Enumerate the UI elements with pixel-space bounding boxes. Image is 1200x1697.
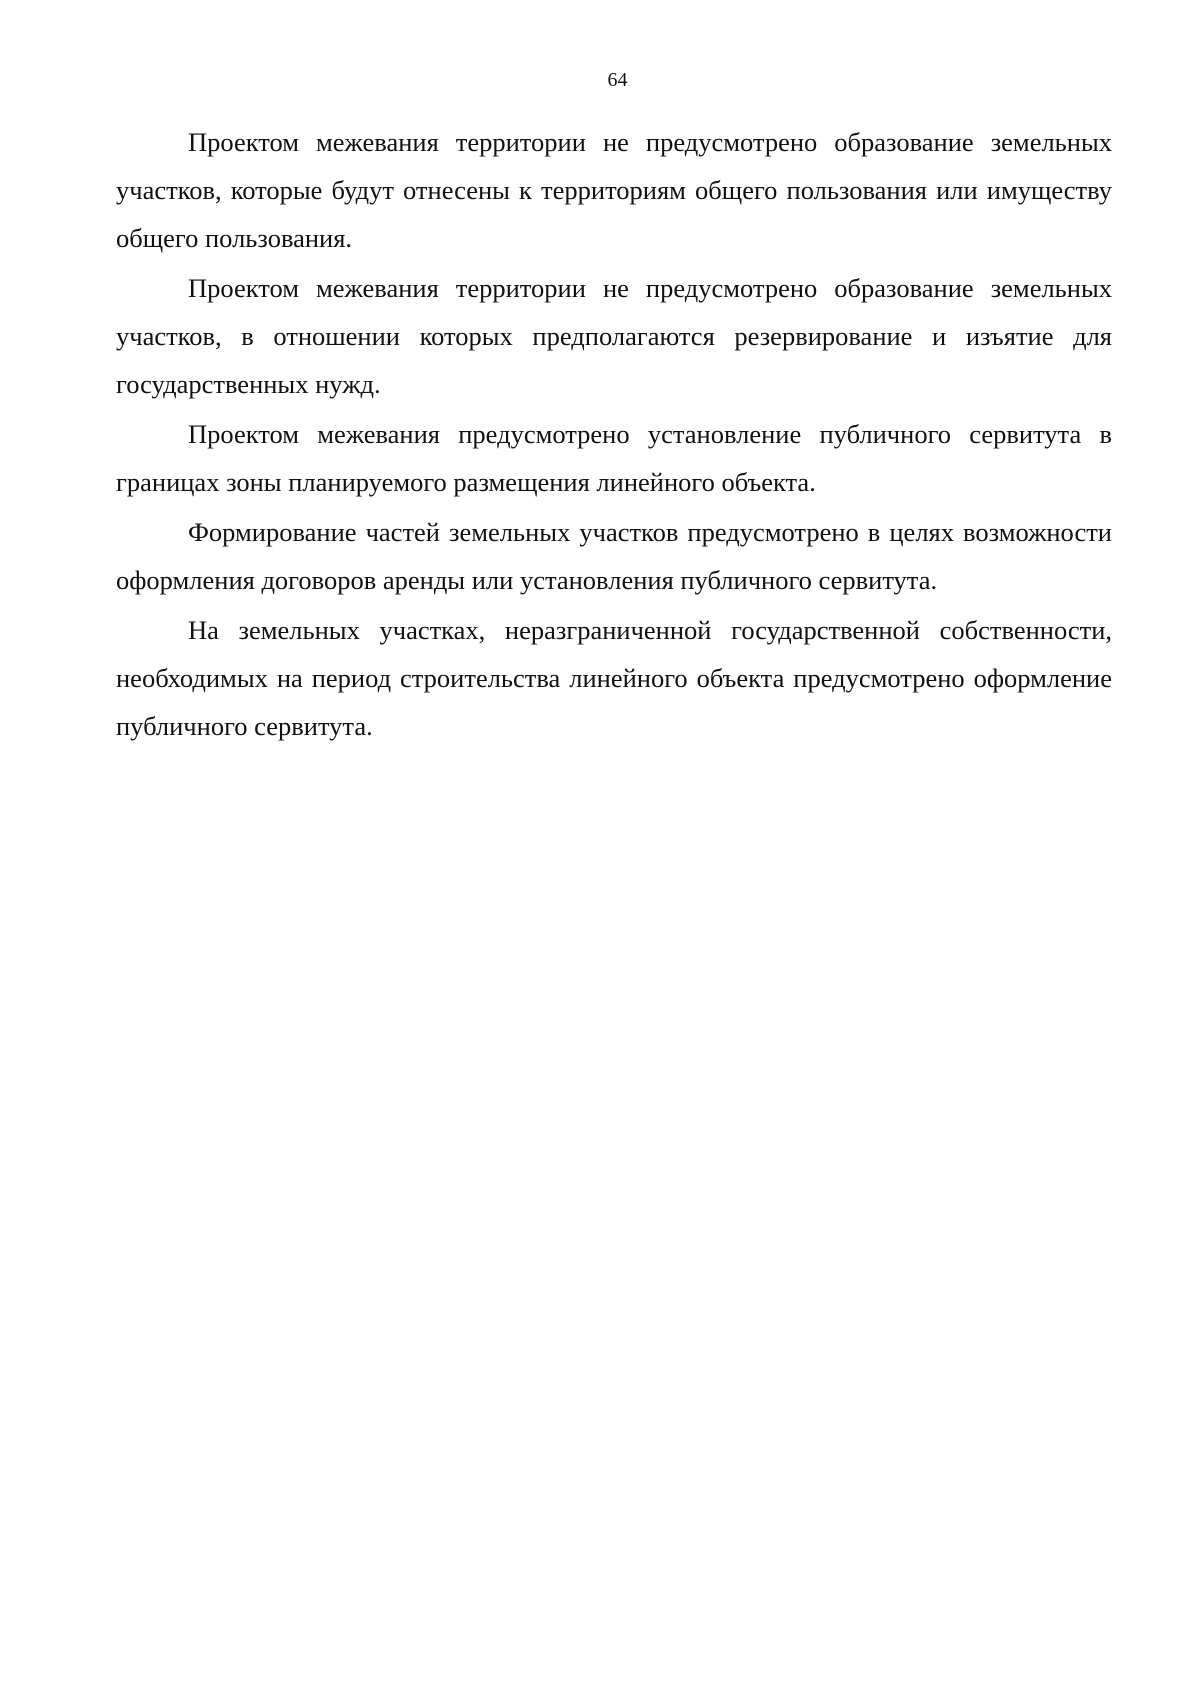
- paragraph: Проектом межевания территории не предусмотрено образование земельных участков, которые будут отнесены к территориям общего пользования или имуществу общего пользования.: [116, 127, 1112, 253]
- paragraph: Проектом межевания предусмотрено установление публичного сервитута в границах зоны планируемого размещения линейного объекта.: [116, 419, 1112, 497]
- body-text: [116, 118, 1112, 752]
- paragraph: Проектом межевания территории не предусмотрено образование земельных участков, в отношении которых предполагаются резервирование и изъятие для государственных нужд.: [116, 273, 1112, 399]
- paragraph: На земельных участках, неразграниченной государственной собственности, необходимых на период строительства линейного объекта предусмотрено оформление публичного сервитута.: [116, 615, 1112, 741]
- page-number: 64: [607, 69, 628, 91]
- paragraph: Формирование частей земельных участков предусмотрено в целях возможности оформления договоров аренды или установления публичного сервитута.: [116, 517, 1112, 595]
